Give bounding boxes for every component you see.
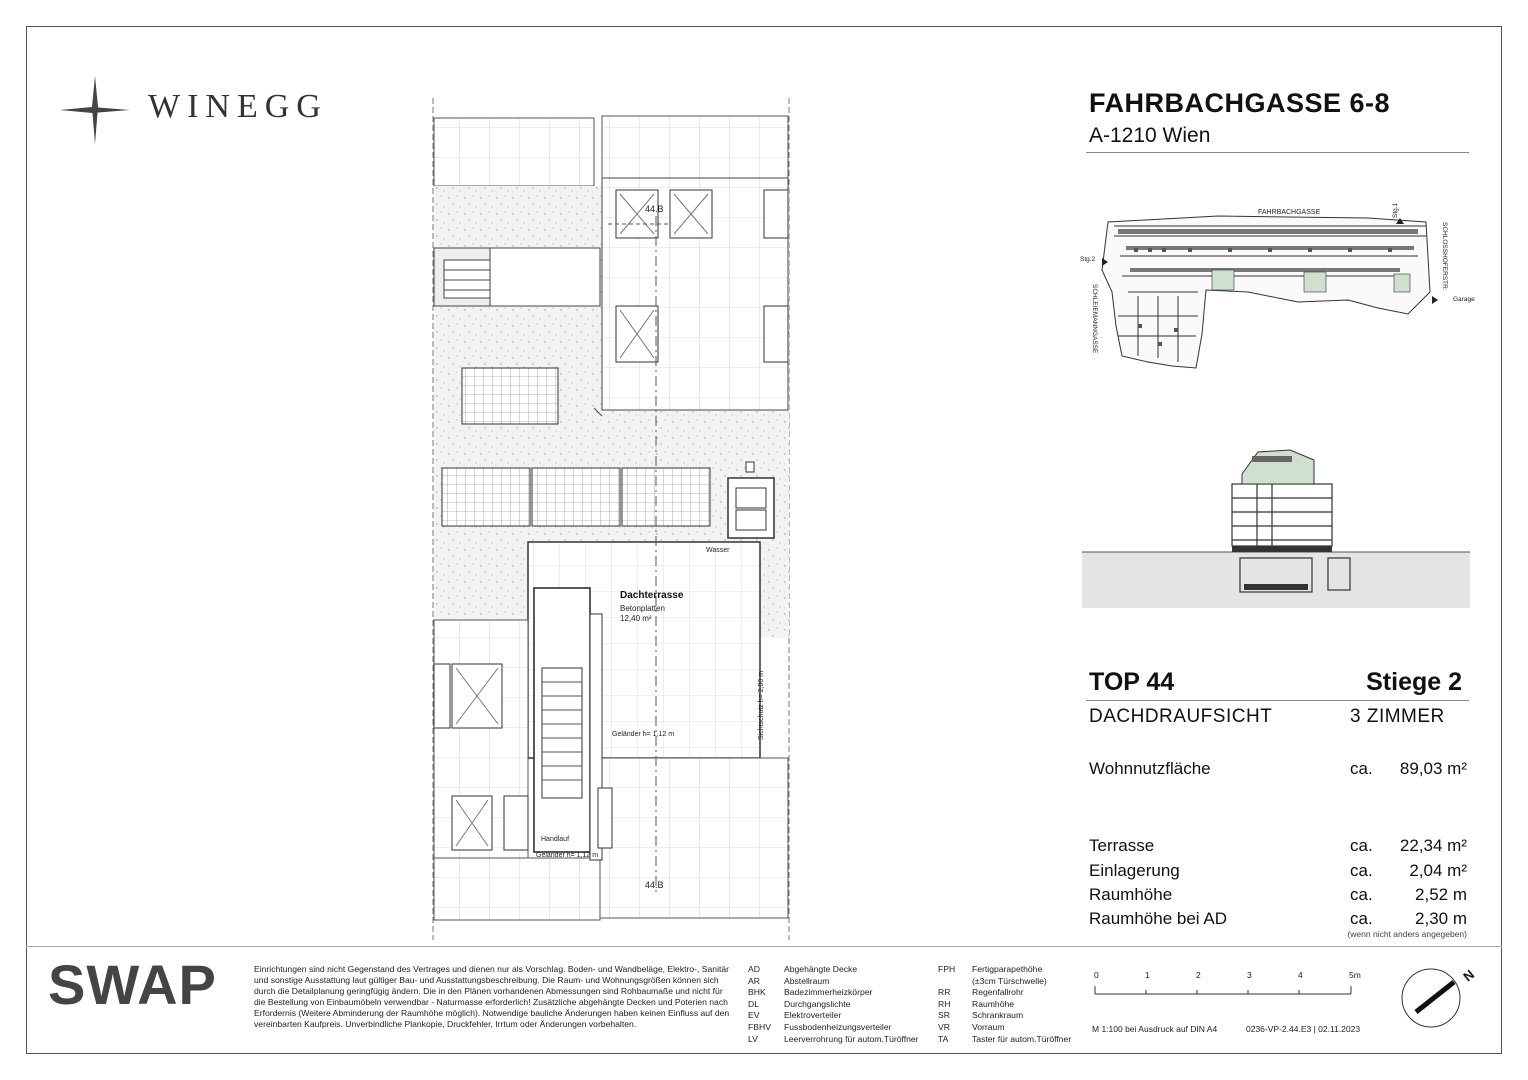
section-marker-bottom: 44.B — [645, 880, 664, 890]
detail-label: Raumhöhe — [1089, 885, 1173, 904]
abbreviations-left — [748, 964, 928, 1045]
project-city: A-1210 Wien — [1089, 124, 1211, 147]
abbr-row: (±3cm Türschwelle) — [972, 975, 1047, 986]
scale-tick: 2 — [1196, 970, 1201, 980]
abbr-row: EV Elektroverteiler — [748, 1010, 842, 1021]
terrace-material: Betonplatten — [620, 604, 665, 613]
site-plan — [1078, 196, 1478, 376]
detail-label: Terrasse — [1089, 836, 1155, 855]
scale-tick: 1 — [1145, 970, 1150, 980]
street-label: SCHLEIEMANNGASSE — [1091, 284, 1098, 354]
screen-label: Sichtschutz h= 2,00 m — [758, 670, 765, 740]
handrail-label: Handlauf — [541, 836, 570, 843]
abbr-row: AR Abstellraum — [748, 975, 830, 986]
abbr-row: VR Vorraum — [938, 1021, 1005, 1032]
abbr-row: DL Durchgangslichte — [748, 998, 851, 1009]
area-value: 89,03 m² — [1399, 759, 1467, 778]
abbr-row: BHK Badezimmerheizkörper — [748, 987, 873, 998]
abbr-row: RR Regenfallrohr — [938, 987, 1024, 998]
abbr-row: SR Schrankraum — [938, 1010, 1024, 1021]
unit-rooms: 3 ZIMMER — [1350, 706, 1445, 727]
unit-divider — [1086, 700, 1469, 701]
detail-value: 2,04 m² — [1409, 861, 1467, 880]
project-street: FAHRBACHGASSE 6-8 — [1089, 88, 1391, 118]
detail-prefix: ca. — [1350, 836, 1373, 855]
footer-divider — [26, 946, 1502, 947]
section-marker-top: 44.B — [645, 204, 664, 214]
detail-label: Raumhöhe bei AD — [1089, 909, 1227, 928]
document-id: 0236-VP-2.44.E3 | 02.11.2023 — [1246, 1024, 1361, 1034]
scale-tick: 0 — [1094, 970, 1099, 980]
abbr-row: FBHV Fussbodenheizungsverteiler — [748, 1021, 892, 1032]
detail-prefix: ca. — [1350, 909, 1373, 928]
scale-tick: 3 — [1247, 970, 1252, 980]
area-prefix: ca. — [1350, 759, 1373, 778]
arrow-icon — [1432, 296, 1438, 304]
abbreviations-right — [938, 964, 1088, 1045]
scale-bar — [1094, 984, 1358, 998]
detail-value: 2,52 m — [1415, 885, 1467, 904]
terrace-title: Dachterrasse — [620, 590, 684, 601]
north-label: N — [1460, 966, 1478, 985]
compass-star-icon — [58, 74, 132, 146]
detail-prefix: ca. — [1350, 861, 1373, 880]
winegg-logo — [58, 74, 350, 146]
area-label: Wohnnutzfläche — [1089, 759, 1211, 778]
street-label: SCHLOSSHOFERSTR. — [1441, 222, 1448, 291]
street-label: FAHRBACHGASSE — [1258, 209, 1321, 216]
section-view — [1082, 440, 1470, 608]
abbr-row: FPH Fertigparapethöhe — [938, 964, 1043, 974]
abbr-row: TA Taster für autom.Türöffner — [938, 1033, 1072, 1044]
swap-logo: SWAP — [48, 953, 217, 1016]
scale-tick: 4 — [1298, 970, 1303, 980]
detail-prefix: ca. — [1350, 885, 1373, 904]
unit-view: DACHDRAUFSICHT — [1089, 706, 1273, 727]
detail-value: 22,34 m² — [1399, 836, 1467, 855]
unit-top: TOP 44 — [1089, 668, 1175, 696]
railing-label: Geländer h= 1,12 m — [536, 852, 599, 859]
scale-note: M 1:100 bei Ausdruck auf DIN A4 — [1092, 1024, 1218, 1034]
abbr-row: LV Leerverrohrung für autom.Türöffner — [748, 1033, 919, 1044]
abbr-row: RH Raumhöhe — [938, 998, 1015, 1009]
unit-stair: Stiege 2 — [1366, 668, 1462, 696]
floor-plan — [430, 98, 792, 940]
detail-label: Einlagerung — [1089, 861, 1180, 880]
scale-tick: 5m — [1349, 970, 1361, 980]
detail-value: 2,30 m — [1415, 909, 1467, 928]
title-divider — [1086, 152, 1469, 153]
brand-name: WINEGG — [148, 88, 328, 125]
railing-label: Geländer h= 1,12 m — [612, 731, 675, 738]
stair-2-label: Stg.2 — [1080, 256, 1096, 263]
garage-label: Garage — [1453, 296, 1475, 303]
legal-text: Einrichtungen sind nicht Gegenstand des Vertrages und dienen nur als Vorschlag. Boden- und Wandbeläge, Elektro-, Sanitär und sonstige Ausstattung laut gültiger Bau- und Ausstattungsbeschreibung. Die Raum- und Wohnungsgrößen können sich durch die Detailplanung geringfügig ändern. Die in den Plänen vorhandenen Abmessungen sind Rohbaumaße und nicht für die Bestellung von Einbaumöbeln verwendbar - Naturmasse erforderlich! Zusätzliche abgehängte Decken und Poterien nach Erfordernis (Weitere Abminderung der Raumhöhe möglich). Notwendige bauliche Änderungen haben keinen Einfluss auf den vereinbarten Kaufpreis. Unverbindliche Plankopie, Druckfehler, Irrtum oder Änderungen vorbehalten. — [254, 964, 730, 1029]
terrace-area: 12,40 m² — [620, 614, 652, 623]
water-label: Wasser — [706, 547, 730, 554]
abbr-row: AD Abgehängte Decke — [748, 964, 858, 974]
footnote: (wenn nicht anders angegeben) — [1347, 929, 1467, 939]
stair-1-label: Stg.1 — [1392, 202, 1399, 218]
